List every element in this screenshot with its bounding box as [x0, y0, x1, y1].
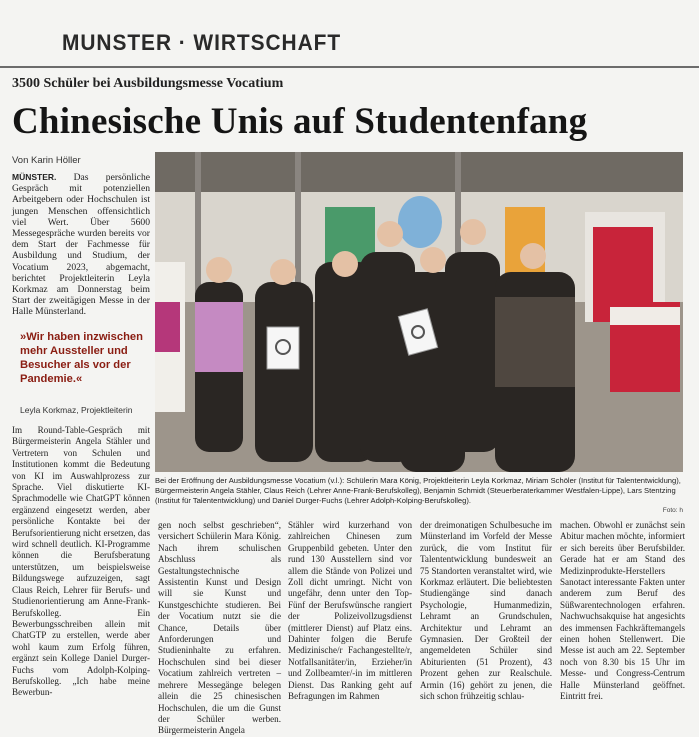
- article-column-5: machen. Obwohl er zunächst sein Abitur machen möchte, informiert er sich bereits über Berufsbilder. Gerade hat er am Stand des Medizinprodukte-Herstellers Sanotact interessante Fakten unter anderem zum Beruf des Süßwarentechnologen erfahren. Nachwuchsakquise hat angesichts des immensen Fachkräftemangels einen hohen Stellenwert. Die Messe ist auch am 22. September noch von 8.30 bis 15 Uhr im Messe- und Congress-Centrum Halle Münsterland geöffnet. Eintritt frei.: [560, 520, 685, 702]
- article-column-3: Stähler wird kurzerhand von zahlreichen Chinesen zum Gruppenbild gebeten. Unter den rund 130 Ausstellern sind vor allem die Stände von Polizei und Zoll dicht umringt. Nicht von ungefähr, denn unter den Top-Fünf der Berufswünsche rangiert der Polizeivollzugsdienst (mittlerer Dienst) auf Platz eins. Dahinter folgen die Berufe Medizinische/r Fachangestellte/r, Notfallsanitäter/in, Erzieher/in und Zollbeamter/-in im mittleren Dienst. Das Ranking geht auf Befragungen im Rahmen: [288, 520, 412, 702]
- photo-credit: Foto: h: [662, 507, 683, 514]
- photo-caption: [155, 476, 683, 514]
- intro-text: Das persönliche Gespräch mit potenziellen Arbeitgebern oder Hochschulen ist jungen Menschen offensichtlich viel Wert. Über 5600 Messegespräche wurden bereits vor dem Start der Fachmesse für Ausbildung und Studium, der Vocatium 2023, abgemacht, berichtet Projektleiterin Leyla Korkmaz am Donnerstag beim Start der zweitägigen Messe in der Halle Münsterland.: [12, 172, 150, 318]
- article-column-4: der dreimonatigen Schulbesuche im Münsterland im Vorfeld der Messe zurück, die vom Institut für Talententwicklung bundesweit an 75 Standorten veranstaltet wird, wie Korkmaz erläutert. Die beliebtesten Studiengänge sind danach Psychologie, Humanmedizin, Lehramt an Grundschulen, Architektur und Lehramt an Gymnasien. Der Großteil der angemeldeten Schüler sind Abiturienten (51 Prozent), 43 Prozent gehen zur Realschule. Armin (16) gehört zu jenen, die sich schon frühzeitig schlau-: [420, 520, 552, 702]
- section-header: MUNSTER · WIRTSCHAFT: [62, 30, 342, 55]
- article-intro: [12, 172, 150, 318]
- article-column-2: gen noch selbst geschrieben“, versichert Schülerin Mara König. Nach ihrem schulischen Abschluss als Gestaltungstechnische Assistentin Kunst und Design will sie Kunst und Kunstgeschichte studieren. Bei der Vocatium nutzt sie die Chance, Details über Anforderungen und Studieninhalte zu erfahren. Hochschulen sind bei dieser Vocatium zahlreich vertreten – mehrere Messegänge belegen allein die 25 chinesischen Hochschulen, die um die Gunst der Schüler werben. Bürgermeisterin Angela: [158, 520, 281, 736]
- caption-text: Bei der Eröffnung der Ausbildungsmesse Vocatium (v.l.): Schülerin Mara König, Projektleiterin Leyla Korkmaz, Miriam Schöler (Institut für Talententwicklung), Bürgermeisterin Angela Stähler, Claus Reich (Lehrer Anne-Frank-Berufskolleg), Benjamin Schmidt (Steuerberaterkammer Westfalen-Lippe), Lars Stentzing (Institut für Talententwicklung) und Daniel Durger-Fuchs (Lehrer Adolph-Kolping-Berufskolleg).: [155, 476, 681, 505]
- dateline: MÜNSTER.: [12, 172, 57, 182]
- article-photo: [155, 152, 683, 472]
- article-byline: Von Karin Höller: [12, 155, 81, 166]
- article-headline: Chinesische Unis auf Studentenfang: [12, 101, 588, 142]
- pull-quote-source: Leyla Korkmaz, Projektleiterin: [20, 405, 133, 415]
- article-column-1: Im Round-Table-Gespräch mit Bürgermeisterin Angela Stähler und Vertretern von Schulen und Institutionen kommt die Bedeutung von KI im Auswahlprozess zur Sprache. Viel diskutierte KI-Sprachmodelle wie ChatGPT können ergänzend eingesetzt werden, aber persönliche Kontakte bei der Berufsorientierung nicht ersetzen, das wird schnell deutlich. KI-Programme können die Berufsberatung unterstützen, um beispielsweise Bildungswege aufzuzeigen, sagt Claus Reich, Lehrer für Berufs- und Studienorientierung am Anne-Frank-Berufskolleg. Ein Bewerbungsschreiben allein mit ChatGTP zu erstellen, werde aber wohl kaum zum Erfolg führen, ergänzt sein Kollege Daniel Durger-Fuchs vom Adolph-Kolping-Berufskolleg. „Ich habe meine Bewerbun-: [12, 425, 150, 698]
- photo-illustration: [155, 152, 683, 472]
- pull-quote: »Wir haben inzwischen mehr Aussteller und Besucher als vor der Pandemie.«: [20, 331, 143, 385]
- article-kicker: 3500 Schüler bei Ausbildungsmesse Vocatium: [12, 76, 284, 91]
- section-divider: [0, 66, 699, 68]
